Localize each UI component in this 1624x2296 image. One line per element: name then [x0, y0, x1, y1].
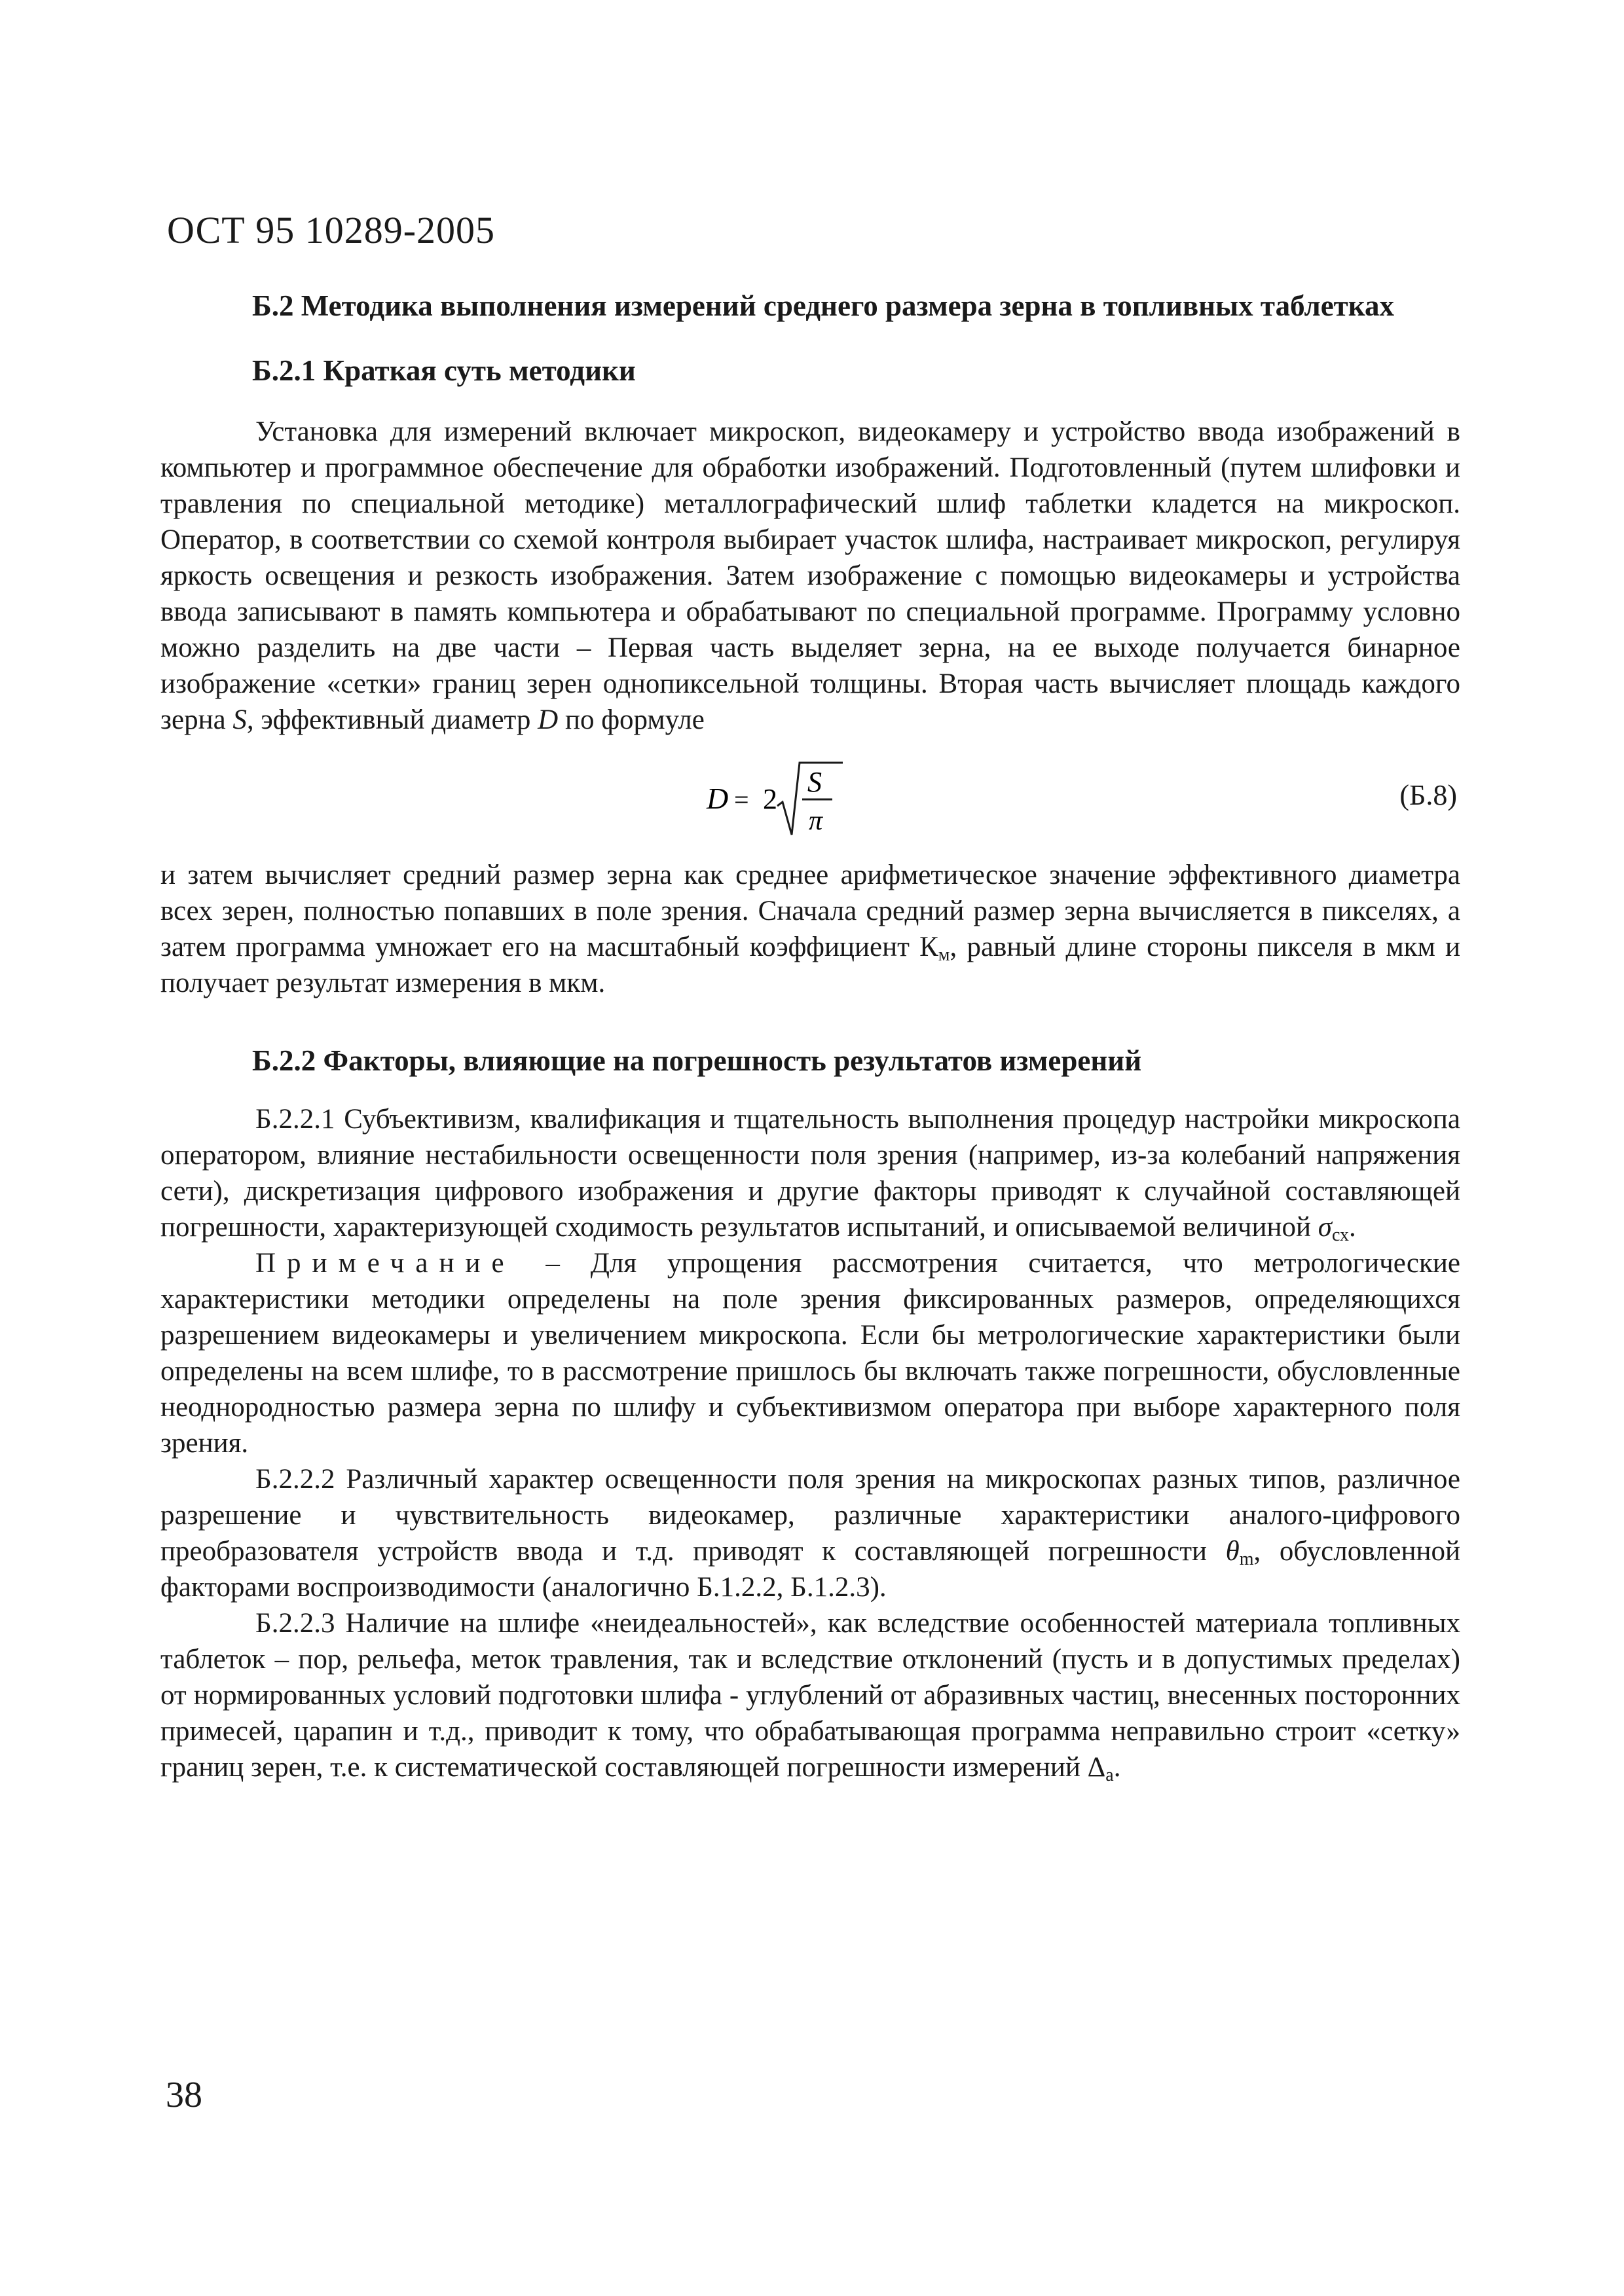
symbol-theta: θ — [1225, 1536, 1240, 1567]
document-code: ОСТ 95 10289-2005 — [167, 209, 496, 251]
formula-svg — [704, 759, 874, 840]
paragraph-text: Б.2.2.2 Различный характер освещенности поля зрения на микроскопах разных типов, различное разрешение и чувствительность видеокамер, различные характеристики аналого-цифрового преобразователя устройств ввода и т.д. приводят к составляющей погрешности — [160, 1464, 1460, 1567]
paragraph-text: Установка для измерений включает микроскоп, видеокамеру и устройство ввода изображений в компьютер и программное обеспечение для обработки изображений. Подготовленный (путем шлифовки и травления по специальной методике) металлографический шлиф таблетки кладется на микроскоп. Оператор, в соответствии со схемой контроля выбирает участок шлифа, настраивает микроскоп, регулируя яркость освещения и резкость изображения. Затем изображение с помощью видеокамеры и устройства ввода записывают в память компьютера и обрабатывают по специальной программе. Программу условно можно разделить на две части – Первая часть выделяет зерна, на ее выходе получается бинарное изображение «сетки» границ зерен однопиксельной толщины. Вторая часть вычисляет площадь каждого зерна — [160, 416, 1460, 735]
variable-d: D — [538, 704, 559, 735]
subscript-m: м — [938, 945, 950, 965]
paragraph-b2-2-1 — [160, 1101, 1460, 1245]
symbol-sigma: σ — [1318, 1212, 1332, 1243]
paragraph-text: и затем вычисляет средний размер зерна как среднее арифметическое значение эффективного диаметра всех зерен, полностью попавших в поле зрения. Сначала средний размер зерна вычисляется в пикселях, а затем программа умножает его на масштабный коэффициент К — [160, 860, 1460, 962]
paragraph-text: Б.2.2.1 Субъективизм, квалификация и тщательность выполнения процедур настройки микроскопа оператором, влияние нестабильности освещенности поля зрения (например, из-за колебаний напряжения сети), дискретизация цифрового изображения и другие факторы приводят к случайной составляющей погрешности, характеризующей сходимость результатов испытаний, и описываемой величиной — [160, 1104, 1460, 1243]
formula-expression — [704, 759, 874, 840]
page-number: 38 — [166, 2075, 202, 2115]
formula-equals: = — [734, 785, 749, 814]
page-body — [160, 288, 1460, 1785]
paragraph-text: по формуле — [564, 704, 705, 735]
equation-number: (Б.8) — [1399, 779, 1457, 811]
paragraph-method-summary — [160, 414, 1460, 738]
paragraph-text: , обусловленной факторами воспроизводимости (аналогично Б.1.2.2, Б.1.2.3). — [160, 1536, 1461, 1603]
section-heading-b22: Б.2.2 Факторы, влияющие на погрешность результатов измерений — [252, 1044, 1142, 1077]
section-heading-b2: Б.2 Методика выполнения измерений среднего размера зерна в топливных таблетках — [252, 289, 1395, 322]
punctuation: . — [1113, 1752, 1121, 1783]
formula-b8 — [160, 747, 1460, 849]
paragraph-text: , равный длине стороны пикселя в мкм и получает результат измерения в мкм. — [160, 932, 1460, 998]
paragraph-text: Б.2.2.3 Наличие на шлифе «неидеальностей», как вследствие особенностей материала топливных таблеток – пор, рельефа, меток травления, так и вследствие отклонений (пусть и в допустимых пределах) от нормированных условий подготовки шлифа - углублений от абразивных частиц, внесенных посторонних примесей, царапин и т.д., приводит к тому, что обрабатывающая программа неправильно строит «сетку» границ зерен, т.е. к систематической составляющей погрешности измерений — [160, 1608, 1460, 1783]
note-label: Примечание — [255, 1248, 515, 1279]
subscript-cx: сх — [1331, 1225, 1350, 1245]
formula-coefficient: 2 — [763, 783, 777, 815]
section-heading-b21: Б.2.1 Краткая суть методики — [252, 354, 636, 387]
formula-denominator: π — [809, 806, 823, 836]
subscript-m: m — [1239, 1549, 1254, 1569]
formula-lhs: D — [707, 782, 729, 815]
paragraph-text: , эффективный диаметр — [246, 704, 531, 735]
paragraph-b2-2-3 — [160, 1605, 1460, 1785]
punctuation: . — [1349, 1212, 1356, 1243]
subscript-a: а — [1105, 1765, 1114, 1785]
note-text: – Для упрощения рассмотрения считается, что метрологические характеристики методики определены на поле зрения фиксированных размеров, определяющихся разрешением видеокамеры и увеличением микроскопа. Если бы метрологические характеристики были определены на всем шлифе, то в рассмотрение пришлось бы включать также погрешности, обусловленные неоднородностью размера зерна по шлифу и субъективизмом оператора при выборе характерного поля зрения. — [160, 1248, 1461, 1459]
paragraph-average-size — [160, 857, 1460, 1001]
paragraph-b2-2-2 — [160, 1461, 1460, 1605]
note-paragraph — [160, 1245, 1460, 1461]
formula-numerator: S — [807, 766, 822, 798]
symbol-delta: Δ — [1087, 1752, 1106, 1783]
variable-s: S — [232, 704, 247, 735]
